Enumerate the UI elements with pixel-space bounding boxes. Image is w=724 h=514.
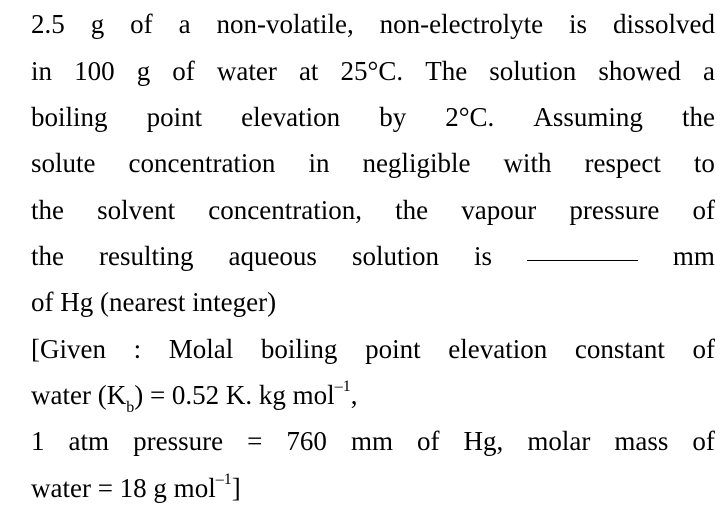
problem-line-1: 2.5 g of a non-volatile, non-electrolyte is dissolved	[31, 9, 715, 39]
given-line-2: water $(K_b) = 0.52$ K. kg mol$^{-1}$,	[31, 378, 358, 417]
problem-line-2: in 100 g of water at 25°C. The solution showed a	[31, 56, 715, 86]
given-line-3: 1 atm pressure = 760 mm of Hg, molar mass of	[31, 426, 715, 456]
problem-line-5: the solvent concentration, the vapour pressure of	[31, 195, 715, 225]
given-line-4: water = 18 g mol$^{-1}$]	[31, 471, 241, 503]
answer-blank	[527, 236, 638, 261]
problem-line-6: the resulting aqueous solution is mm	[31, 236, 715, 276]
given-line-1: [Given : Molal boiling point elevation constant of	[31, 334, 715, 364]
problem-line-7: of Hg (nearest integer)	[31, 287, 277, 317]
problem-line-4: solute concentration in negligible with respect to	[31, 148, 715, 178]
problem-line-3: boiling point elevation by 2°C. Assuming the	[31, 102, 715, 132]
